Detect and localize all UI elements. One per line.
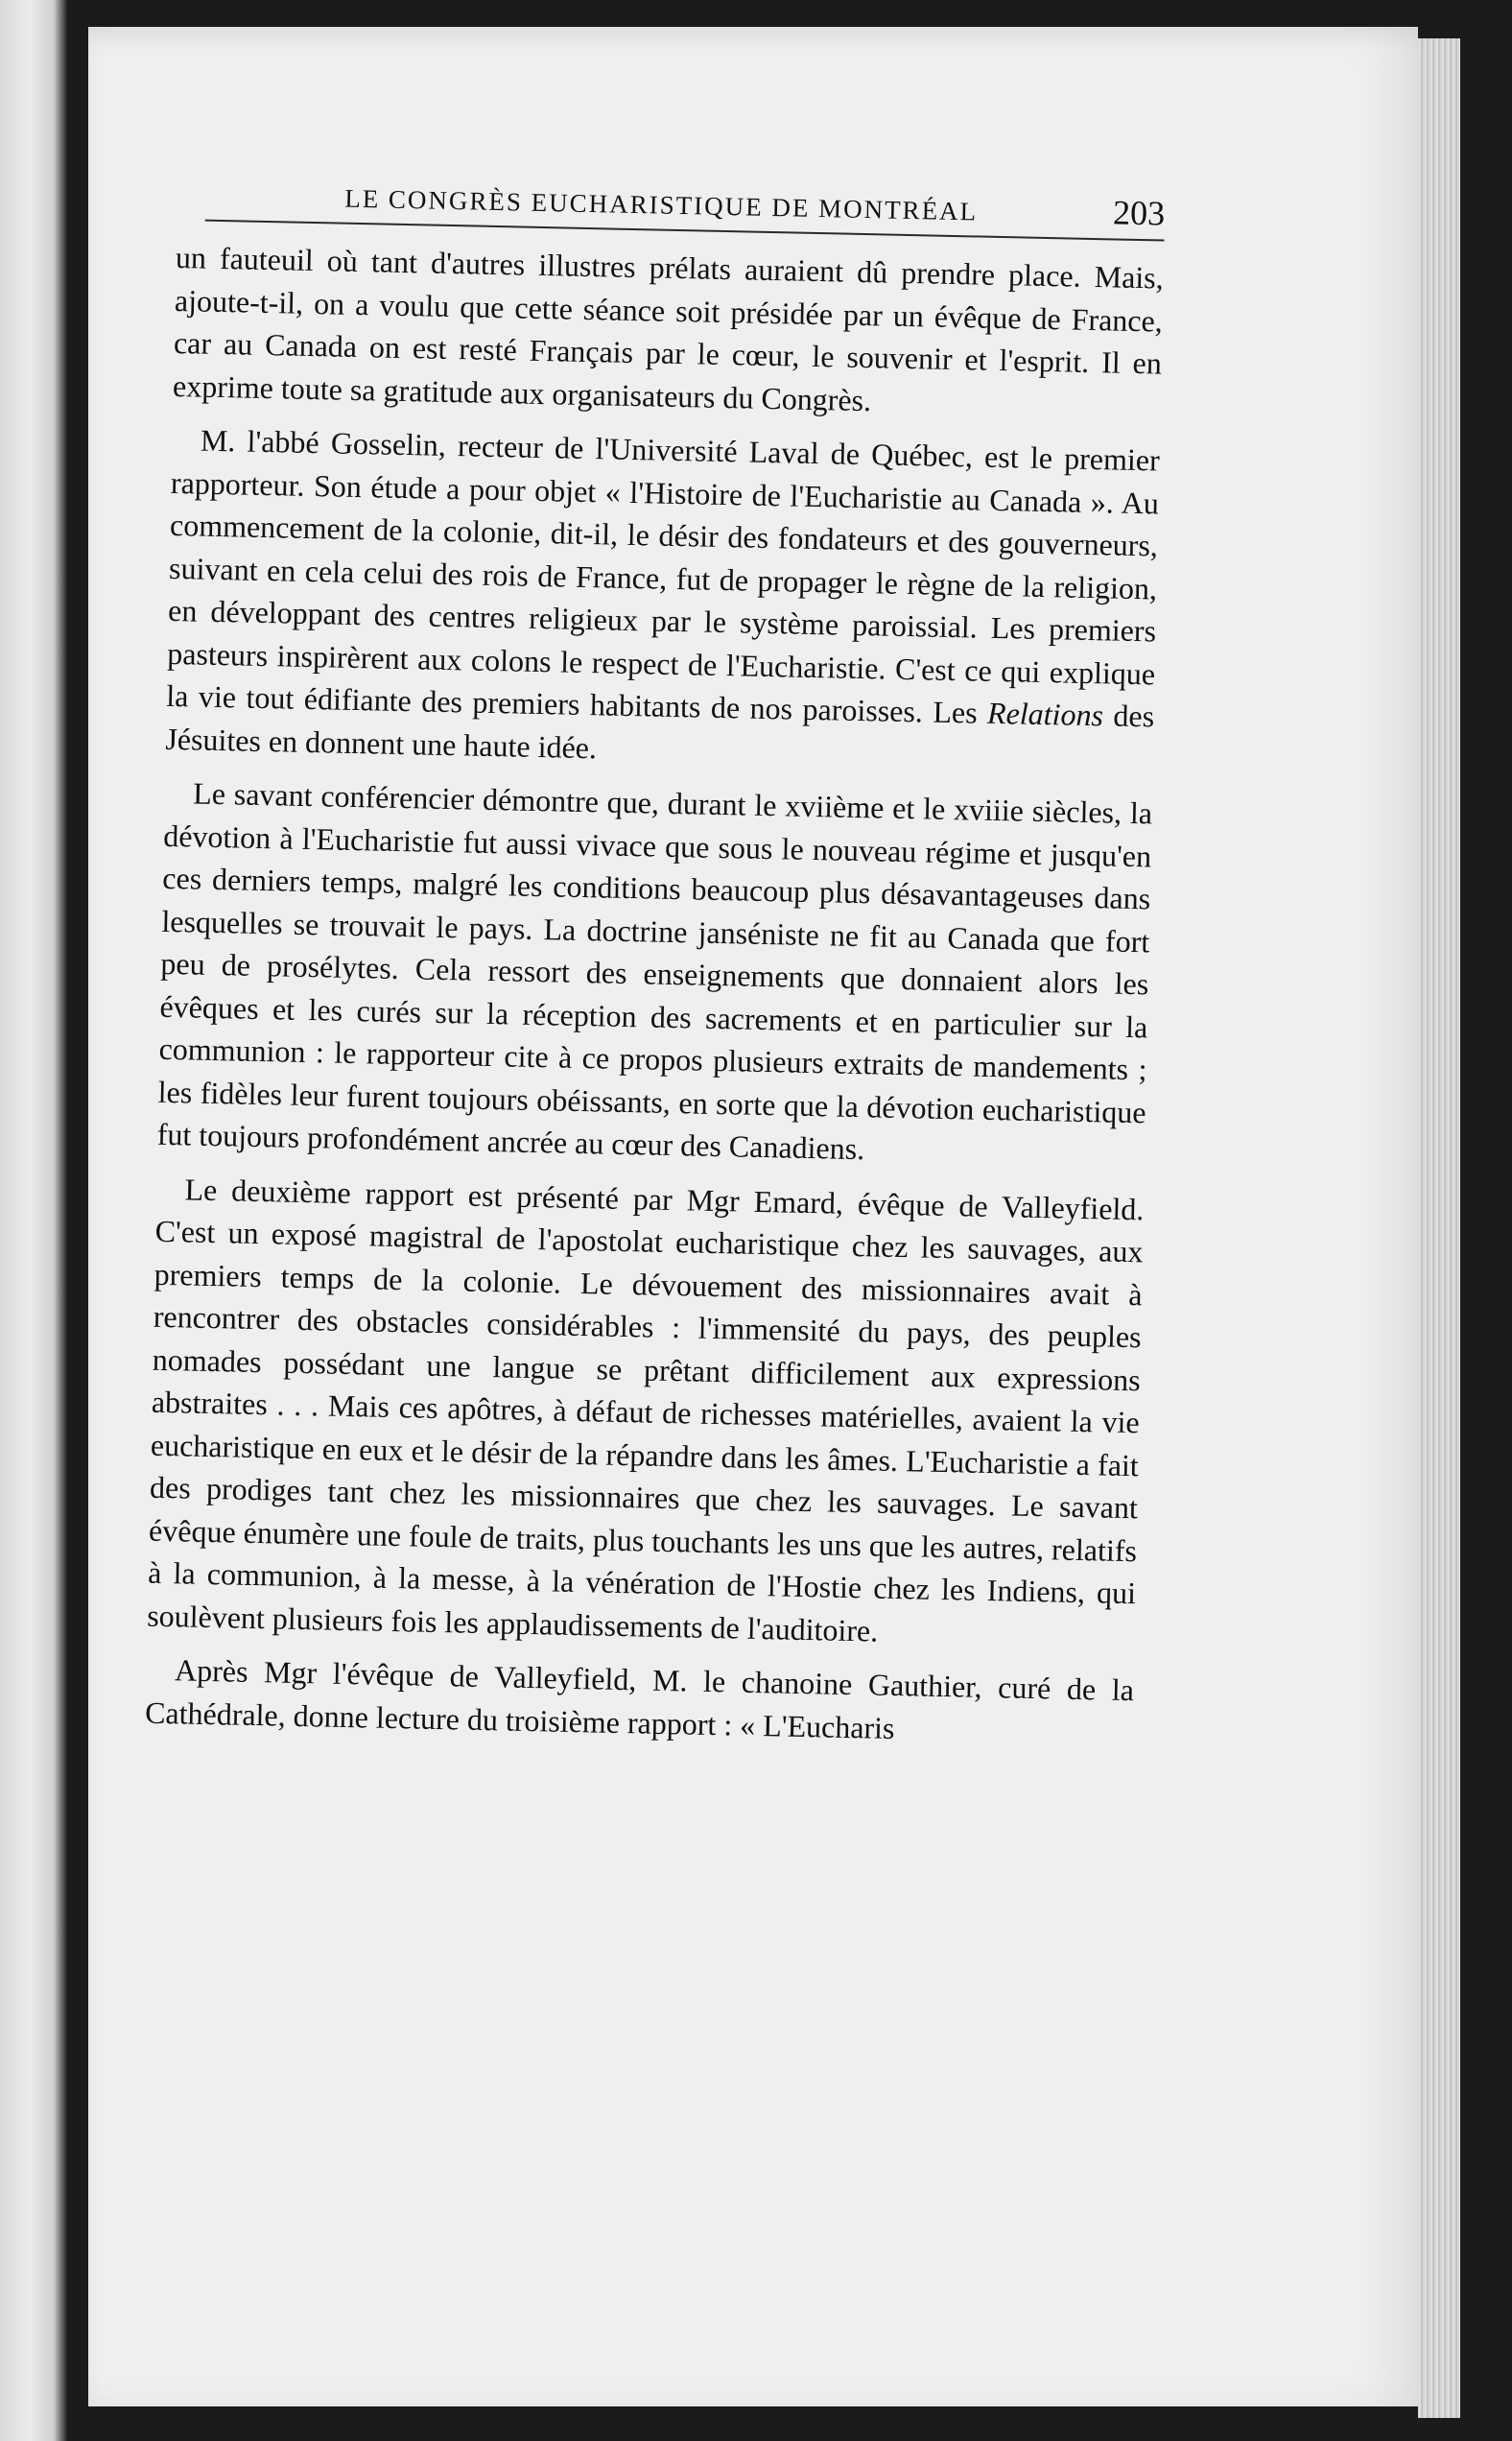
text-segment: Après Mgr l'évêque de Valleyfield, M. le chanoine Gauthier, curé de la Cathédrale, donne lecture du troisième rapport : « L'Eucharis (144, 1652, 1135, 1745)
paragraph-2 (165, 418, 1160, 780)
running-title: LE CONGRÈS EUCHARISTIQUE DE MONTRÉAL (343, 183, 979, 226)
paragraph-3 (156, 771, 1152, 1176)
header-rule (205, 220, 1165, 242)
text-segment: M. l'abbé Gosselin, recteur de l'Université Laval de Québec, est le premier rapporteur. Son étude a pour objet « l'Histoire de l'Eucharistie au Canada ». Au commencement de la colonie, dit-il, le désir des fondateurs et des gouverneurs, suivant en cela celui des rois de France, fut de propager le règne de la religion, en développant des centres religieux par le système paroissial. Les premiers pasteurs inspirèrent aux colons le respect de l'Eucharistie. C'est ce qui explique la vie tout édifiante des premiers habitants de nos paroisses. Les (166, 422, 1161, 730)
text-segment: un fauteuil où tant d'autres illustres prélats auraient dû prendre place. Mais, ajoute-t-il, on a voulu que cette séance soit présidée par un évêque de France, car au Canada on est resté Français par le cœur, le souvenir et l'esprit. Il en exprime toute sa gratitude aux organisateurs du Congrès. (172, 239, 1165, 417)
page-fore-edge (1418, 38, 1460, 2418)
adjacent-page-edge (0, 0, 67, 2441)
text-segment: Le savant conférencier démontre que, durant le xviième et le xviiie siècles, la dévotion à l'Eucharistie fut aussi vivace que sous le nouveau régime et jusqu'en ces derniers temps, malgré les conditions beaucoup plus désavantageuses dans lesquelles se trouvait le pays. La doctrine janséniste ne fit au Canada que fort peu de prosélytes. Cela ressort des enseignements que donnaient alors les évêques et les curés sur la réception des sacrements et en particulier sur la communion : le rapporteur cite à ce propos plusieurs extraits de mandements ; les fidèles leur furent toujours obéissants, en sorte que la dévotion eucharistique fut toujours profondément ancrée au cœur des Canadiens. (156, 775, 1153, 1167)
page-number: 203 (1112, 193, 1166, 233)
text-segment: des Jésuites en donnent une haute idée. (165, 698, 1155, 765)
paragraph-1 (173, 236, 1165, 428)
italic-title: Relations (986, 695, 1104, 733)
page-content (145, 163, 1166, 1754)
body-text (145, 236, 1164, 1754)
text-segment: Le deuxième rapport est présenté par Mgr Emard, évêque de Valleyfield. C'est un exposé magistral de l'apostolat eucharistique chez les sauvages, aux premiers temps de la colonie. Le dévouement des missionnaires avait à rencontrer des obstacles considérables : l'immensité du pays, des peuples nomades possédant une langue se prêtant difficilement aux expressions abstraites . . . Mais ces apôtres, à défaut de richesses matérielles, avaient la vie eucharistique en eux et le désir de la répandre dans les âmes. L'Eucharistie a fait des prodiges tant chez les missionnaires que chez les sauvages. Le savant évêque énumère une foule de traits, plus touchants les uns que les autres, relatifs à la communion, à la messe, à la vénération de l'Hostie chez les Indiens, qui soulèvent plusieurs fois les applaudissements de l'auditoire. (146, 1171, 1145, 1648)
paragraph-4 (147, 1167, 1145, 1657)
